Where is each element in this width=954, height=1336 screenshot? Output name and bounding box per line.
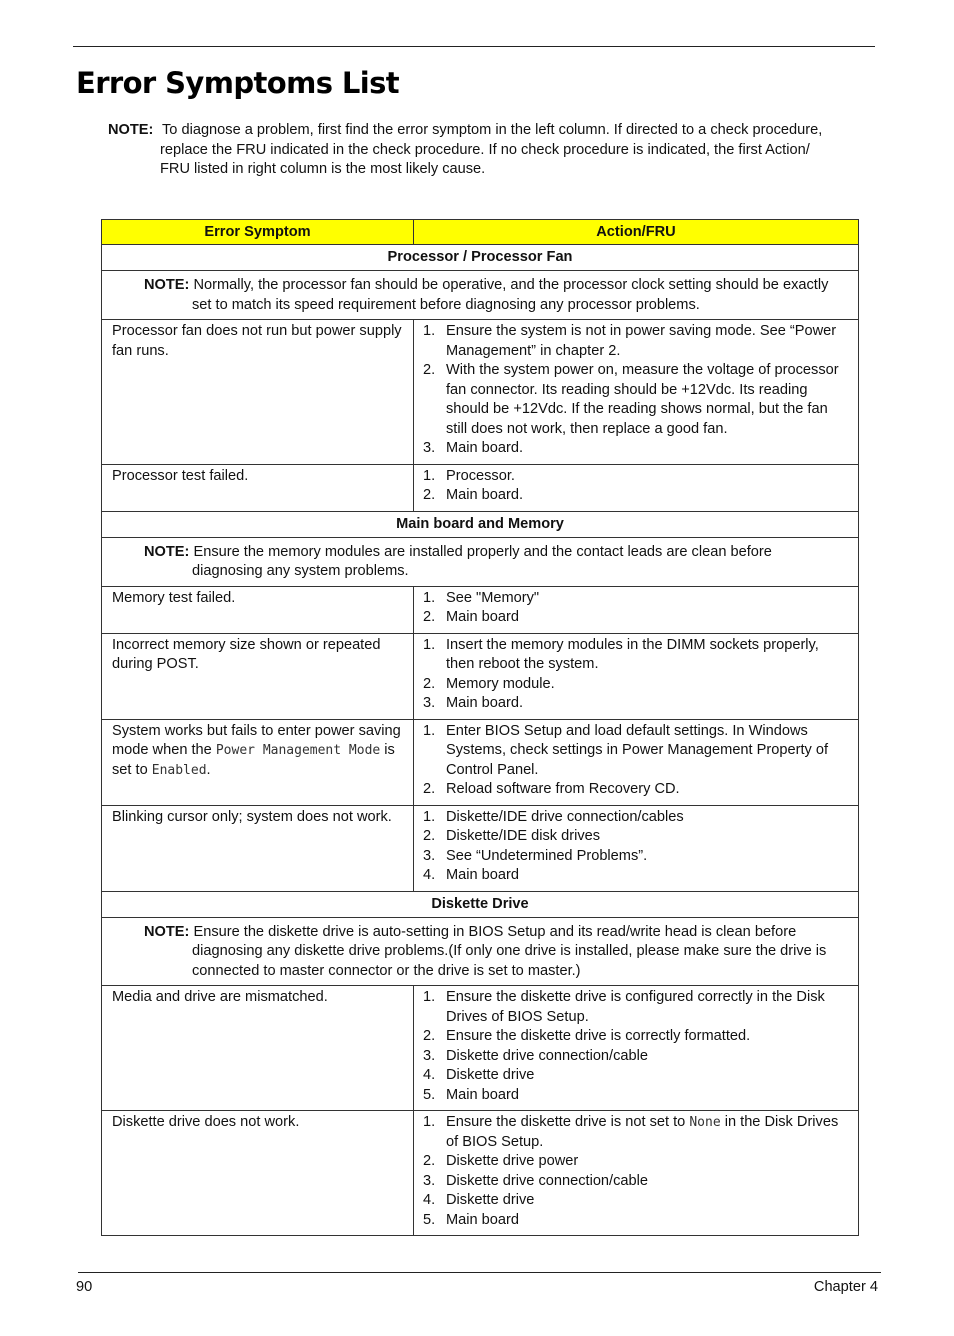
action-cell — [414, 719, 859, 805]
symptom-cell: Processor fan does not run but power supply fan runs. — [102, 320, 414, 465]
action-item: 3. See “Undetermined Problems”. — [423, 847, 648, 864]
intro-note — [108, 121, 876, 180]
symptom-cell: Media and drive are mismatched. — [102, 986, 414, 1111]
symptom-cell: Diskette drive does not work. — [102, 1111, 414, 1236]
section-note — [102, 917, 859, 986]
header-error-symptom: Error Symptom — [102, 220, 414, 245]
action-item: 3. Main board. — [423, 440, 524, 456]
section-note-text: Ensure the memory modules are installed properly and the contact leads are clean before diagnosing any system problems. — [192, 543, 772, 579]
top-rule — [73, 46, 875, 47]
section-row — [102, 891, 859, 917]
action-item: 2. Diskette drive power — [423, 1153, 579, 1169]
action-item: 1. Insert the memory modules in the DIMM sockets properly, then reboot the system. — [423, 636, 819, 672]
setting-name: Power Management Mode — [215, 743, 381, 758]
action-item: 1. Enter BIOS Setup and load default settings. In Windows Systems, check settings in Power Management Property of Control Panel. — [423, 722, 829, 778]
action-item: 4. Diskette drive — [423, 1192, 535, 1208]
section-row — [102, 245, 859, 271]
chapter-label: Chapter 4 — [813, 1279, 878, 1295]
section-note-row — [102, 271, 859, 320]
setting-value: None — [689, 1115, 721, 1130]
action-item: 1. Processor. — [423, 467, 515, 484]
action-item: 3. Main board. — [423, 695, 524, 711]
action-item: 2. Main board — [423, 609, 520, 625]
action-cell — [414, 320, 859, 465]
action-cell — [414, 805, 859, 891]
section-note-row — [102, 917, 859, 986]
action-item: 2. Diskette/IDE disk drives — [423, 828, 601, 844]
section-title: Diskette Drive — [102, 891, 859, 917]
section-row — [102, 511, 859, 537]
action-item: 3. Diskette drive connection/cable — [423, 1047, 648, 1064]
table-row — [102, 633, 859, 719]
section-title: Main board and Memory — [102, 511, 859, 537]
section-note-text: Normally, the processor fan should be operative, and the processor clock setting should be exactly set to match its speed requirement before diagnosing any processor problems. — [192, 277, 829, 313]
intro-note-line: FRU listed in right column is the most likely cause. — [160, 161, 486, 177]
table-row — [102, 320, 859, 465]
table-row — [102, 464, 859, 511]
symptom-cell: Blinking cursor only; system does not work. — [102, 805, 414, 891]
setting-value: Enabled — [151, 762, 207, 778]
page-number: 90 — [76, 1279, 93, 1295]
action-cell — [414, 464, 859, 511]
section-note-label: NOTE: — [144, 277, 190, 293]
action-item: 2. Ensure the diskette drive is correctly formatted. — [423, 1028, 751, 1044]
action-cell — [414, 1111, 859, 1236]
action-cell — [414, 633, 859, 719]
action-item: 2. With the system power on, measure the voltage of processor fan connector. Its reading should be +12Vdc. Its reading should be +12Vdc. If the reading shows normal, but the fan still does not work, then replace a good fan. — [423, 362, 839, 437]
page-title: Error Symptoms List — [76, 66, 400, 100]
section-note-row — [102, 537, 859, 586]
section-note-label: NOTE: — [144, 543, 190, 560]
section-title: Processor / Processor Fan — [102, 245, 859, 271]
intro-note-label: NOTE: — [108, 122, 154, 138]
header-action-fru: Action/FRU — [414, 220, 859, 245]
action-item: 4. Diskette drive — [423, 1067, 535, 1083]
action-item: 1. Ensure the diskette drive is configured correctly in the Disk Drives of BIOS Setup. — [423, 989, 825, 1025]
action-item: 1. Diskette/IDE drive connection/cables — [423, 808, 684, 825]
table-row — [102, 805, 859, 891]
section-note-text: Ensure the diskette drive is auto-setting in BIOS Setup and its read/write head is clean before diagnosing any diskette drive problems.(If only one drive is installed, please make sure the drive is connected to master connector or the drive is set to master.) — [192, 923, 827, 979]
table-row — [102, 1111, 859, 1236]
action-item: 4. Main board — [423, 867, 520, 883]
section-note — [102, 271, 859, 320]
intro-note-line: To diagnose a problem, first find the error symptom in the left column. If directed to a check procedure, — [162, 122, 823, 138]
table-header-row — [102, 220, 859, 245]
action-cell — [414, 586, 859, 633]
action-cell — [414, 986, 859, 1111]
table-row — [102, 719, 859, 805]
section-note — [102, 537, 859, 586]
action-item: 2. Main board. — [423, 487, 524, 503]
section-note-label: NOTE: — [144, 923, 190, 940]
action-item: 1. See "Memory" — [423, 589, 540, 606]
action-item: 5. Main board — [423, 1086, 520, 1103]
action-item: 2. Reload software from Recovery CD. — [423, 781, 680, 797]
bottom-rule — [78, 1272, 881, 1273]
intro-note-line: replace the FRU indicated in the check procedure. If no check procedure is indicated, the first Action/ — [160, 141, 810, 158]
action-item: 3. Diskette drive connection/cable — [423, 1172, 648, 1189]
symptom-cell: Memory test failed. — [102, 586, 414, 633]
action-item: 5. Main board — [423, 1211, 520, 1228]
intro-note-text — [108, 121, 876, 180]
symptom-cell: Incorrect memory size shown or repeated during POST. — [102, 633, 414, 719]
action-item: 1. Ensure the system is not in power saving mode. See “Power Management” in chapter 2. — [423, 323, 837, 359]
error-symptoms-table — [101, 219, 859, 1236]
symptom-cell: System works but fails to enter power saving mode when the Power Management Mode is set to Enabled. — [102, 719, 414, 805]
action-item: 1. Ensure the diskette drive is not set to None in the Disk Drives of BIOS Setup. — [423, 1114, 839, 1150]
table-row — [102, 586, 859, 633]
action-item: 2. Memory module. — [423, 675, 555, 692]
symptom-cell: Processor test failed. — [102, 464, 414, 511]
table-row — [102, 986, 859, 1111]
